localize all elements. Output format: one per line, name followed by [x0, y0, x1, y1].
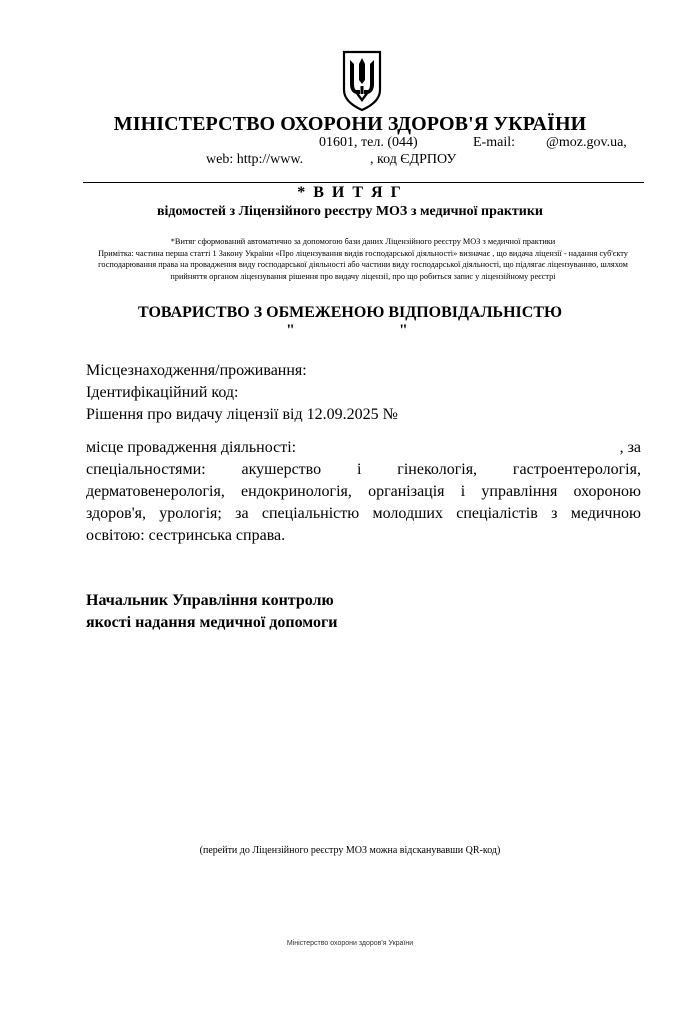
extract-subtitle: відомостей з Ліцензійного реєстру МОЗ з медичної практики — [156, 204, 544, 219]
license-details — [86, 360, 646, 426]
location-label: Місцезнаходження/проживання: — [86, 362, 307, 379]
edrpou-label: , код ЄДРПОУ — [370, 152, 457, 167]
email-label: E-mail: — [473, 135, 515, 150]
signature-block — [86, 590, 486, 634]
note-block — [86, 236, 640, 282]
activity-text: здоров'я, урологія; за спеціальністю молодших спеціалістів з медичною — [86, 505, 641, 522]
ministry-title: МІНІСТЕРСТВО ОХОРОНИ ЗДОРОВ'Я УКРАЇНИ — [113, 113, 587, 135]
id-code-label: Ідентифікаційний код: — [86, 384, 239, 401]
activity-paragraph — [86, 437, 641, 547]
activity-text: дерматовенерологія, ендокринологія, організація і управління охороною — [86, 483, 641, 500]
organization-name-quotes: " " — [286, 322, 408, 339]
activity-word: гінекологія, — [397, 461, 478, 478]
activity-word: і — [356, 461, 362, 478]
decision-label: Рішення про видачу ліцензії від 12.09.2025 № — [86, 406, 398, 423]
activity-line-last: освітою: сестринська справа. — [86, 527, 286, 544]
activity-word: гастроентерологія, — [512, 461, 641, 478]
activity-word: акушерство — [241, 461, 322, 478]
web-label: web: http://www. — [206, 152, 304, 167]
email-domain: @moz.gov.ua, — [546, 135, 627, 150]
activity-line — [86, 437, 641, 459]
activity-line — [86, 459, 641, 481]
header-divider — [83, 182, 644, 183]
note-text: Примітка: частина перша статті 1 Закону України «Про ліцензування видів господарської діяльності» визначає , що видача ліцензії - надання суб'єкту господарювання права на провадження виду господарської діяльності або частини виду господарської діяльності, що підлягає ліцензуванню, шляхом прийняття органом ліцензування рішення про видачу ліцензії, про що робиться запис у ліцензійному реєстрі — [98, 248, 628, 281]
signature-title-line1: Начальник Управління контролю — [86, 592, 334, 609]
trident-emblem-icon — [341, 50, 383, 112]
activity-line — [86, 481, 641, 503]
activity-place-label: місце провадження діяльності: — [86, 439, 297, 456]
activity-line — [86, 503, 641, 525]
activity-place-suffix: , за — [619, 439, 641, 456]
qr-code-note: (перейти до Ліцензійного реєстру МОЗ можна відсканувавши QR-код) — [199, 845, 501, 856]
page-footer: Міністерство охорони здоров'я України — [286, 940, 414, 947]
note-auto-generated: *Витяг сформований автоматично за допомогою бази даних Ліцензійного реєстру МОЗ з медичної практики — [170, 237, 556, 246]
postcode-phone: 01601, тел. (044) — [319, 135, 418, 150]
organization-type: ТОВАРИСТВО З ОБМЕЖЕНОЮ ВІДПОВІДАЛЬНІСТЮ — [138, 304, 562, 321]
signature-title-line2: якості надання медичної допомоги — [86, 614, 338, 631]
activity-word: спеціальностями: — [86, 461, 206, 478]
extract-title: * В И Т Я Г — [297, 184, 403, 201]
